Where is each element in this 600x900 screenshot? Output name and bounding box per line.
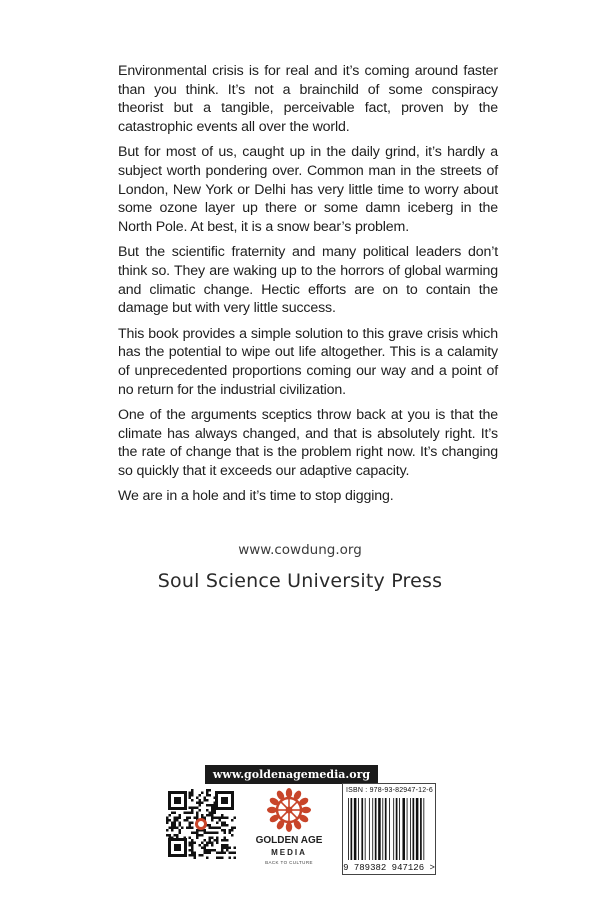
qr-code-icon bbox=[166, 789, 236, 859]
paragraph: We are in a hole and it’s time to stop digging. bbox=[118, 488, 394, 505]
blurb-text bbox=[118, 62, 498, 513]
paragraph: But for most of us, caught up in the daily grind, it’s hardly a subject worth pondering over. Common man in the streets of London, New York or Delhi has very little time to worry about some ozone layer up there or some damn iceberg in the North Pole. At best, it is a snow bear’s problem. bbox=[118, 144, 498, 235]
dharma-wheel-icon bbox=[255, 784, 323, 836]
barcode-digits: 9 789382 947126 > bbox=[343, 863, 435, 873]
barcode-icon bbox=[346, 798, 432, 860]
website-url: www.cowdung.org bbox=[238, 542, 362, 558]
media-website-banner: www.goldenagemedia.org bbox=[205, 765, 378, 784]
logo-wordmark bbox=[255, 836, 323, 858]
publisher-name: Soul Science University Press bbox=[157, 570, 443, 592]
golden-age-media-logo bbox=[255, 784, 323, 880]
logo-line2: MEDIA bbox=[271, 848, 307, 857]
logo-line1: GOLDEN AGE bbox=[255, 835, 323, 846]
paragraph: One of the arguments sceptics throw back at you is that the climate has always changed, and that is absolutely right. It’s the rate of change that is the problem right now. It’s changing so quickly that it exceeds our adaptive capacity. bbox=[118, 407, 498, 479]
isbn-barcode bbox=[342, 783, 436, 875]
paragraph: Environmental crisis is for real and it’s coming around faster than you think. It’s not a brainchild of some conspiracy theorist but a tangible, perceivable fact, proven by the catastrophic events all over the world. bbox=[118, 63, 498, 135]
paragraph: This book provides a simple solution to this grave crisis which has the potential to wipe out life altogether. This is a calamity of unprecedented proportions coming our way and a point of no return for the industrial civilization. bbox=[118, 325, 498, 398]
paragraph: But the scientific fraternity and many political leaders don’t think so. They are waking up to the horrors of global warming and climatic change. Hectic efforts are on to contain the damage but with very little success. bbox=[118, 244, 498, 317]
logo-tagline: BACK TO CULTURE bbox=[265, 860, 313, 865]
isbn-label: ISBN : 978-93-82947-12-6 bbox=[346, 787, 433, 794]
